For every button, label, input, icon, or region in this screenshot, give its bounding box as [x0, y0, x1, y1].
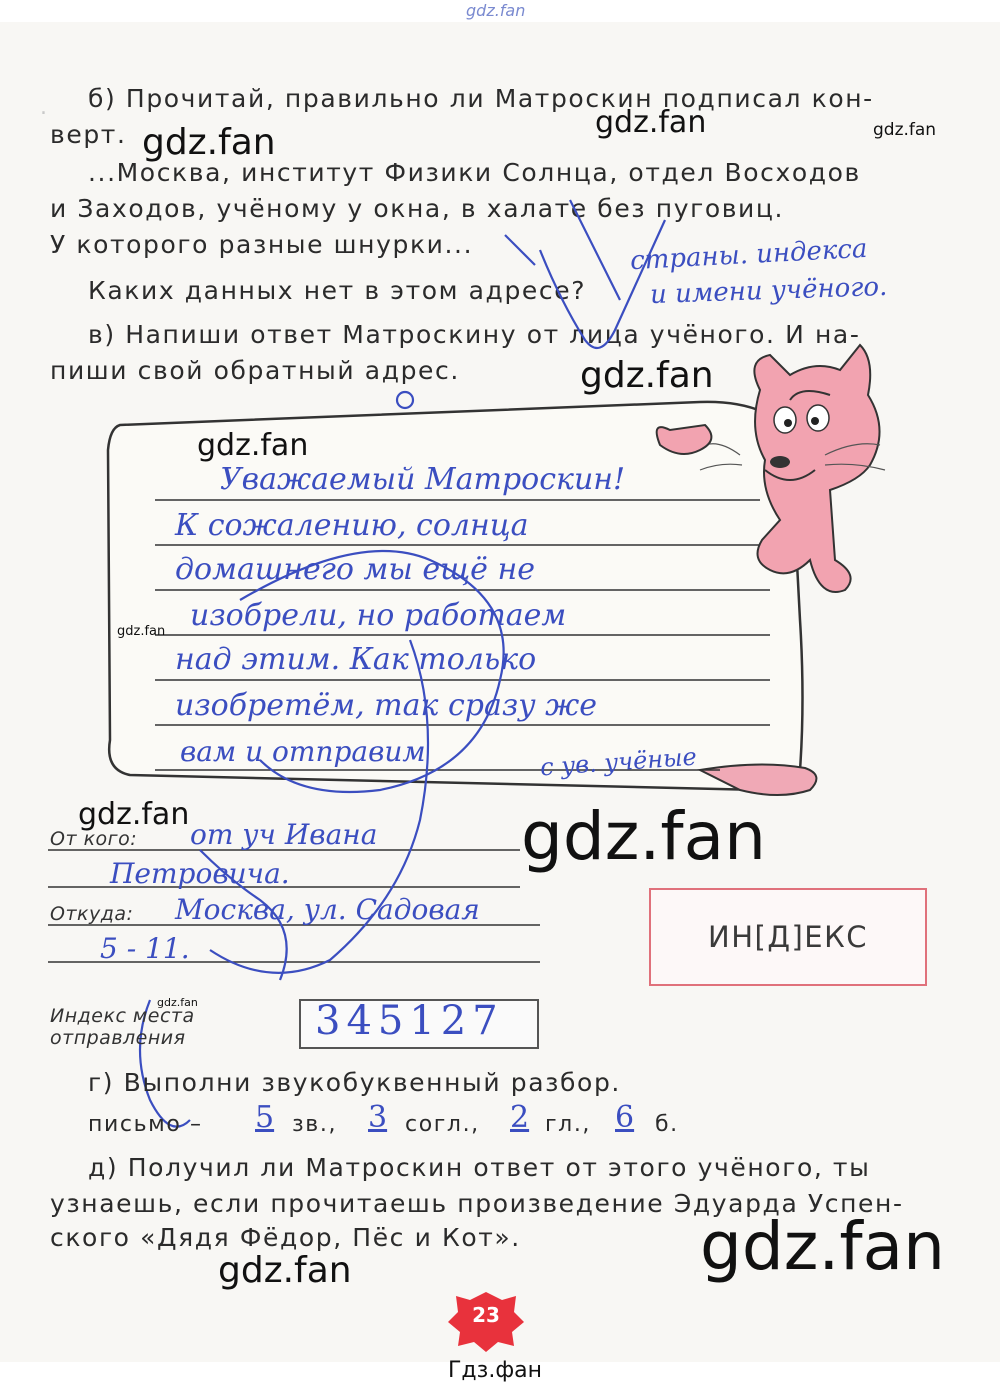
letter-line-5: над этим. Как только — [175, 642, 537, 677]
letter-line-4: изобрели, но работаем — [190, 598, 567, 633]
sounds-label: зв., — [292, 1112, 338, 1137]
index-box: ИН[Д]ЕКС — [649, 888, 927, 986]
watermark: gdz.fan — [218, 1250, 352, 1291]
pen-scribbles — [140, 200, 665, 1127]
task-g-word: письмо – — [88, 1112, 203, 1137]
watermark: gdz.fan — [78, 797, 190, 832]
cons-label: согл., — [405, 1112, 480, 1137]
task-v-line1: в) Напиши ответ Матроскину от лица учёного. И на- — [88, 320, 861, 349]
vowels-value: 2 — [510, 1100, 530, 1135]
watermark: gdz.fan — [700, 1208, 945, 1285]
task-d-line1: д) Получил ли Матроскин ответ от этого учёного, ты — [88, 1153, 871, 1182]
where-value-2: 5 - 11. — [100, 932, 190, 965]
letters-label: б. — [655, 1112, 679, 1137]
where-value: Москва, ул. Садовая — [175, 893, 480, 926]
watermark: gdz.fan — [595, 105, 707, 140]
answer-line2: и имени учёного. — [649, 271, 888, 311]
index-label-2: отправления — [50, 1027, 186, 1049]
task-d-line2: узнаешь, если прочитаешь произведение Эдуарда Успен- — [50, 1189, 904, 1218]
watermark: gdz.fan — [142, 122, 276, 163]
letter-line-7: вам и отправим — [180, 735, 426, 768]
ghost-text: . — [40, 95, 48, 120]
letters-value: 6 — [615, 1100, 635, 1135]
task-b-line2: верт. — [50, 120, 127, 149]
page-number: 23 — [472, 1303, 500, 1327]
index-label-1: Индекс места — [50, 1005, 195, 1027]
task-d-line3: ского «Дядя Фёдор, Пёс и Кот». — [50, 1223, 521, 1252]
address-line2: и Заходов, учёному у окна, в халате без пуговиц. — [50, 194, 785, 223]
watermark: gdz.fan — [197, 428, 309, 463]
sounds-value: 5 — [255, 1100, 275, 1135]
from-label: От кого: — [50, 828, 138, 850]
task-b-line1: б) Прочитай, правильно ли Матроскин подписал кон- — [88, 84, 874, 113]
letter-line-3: домашнего мы ещё не — [175, 552, 535, 587]
task-g-line: г) Выполни звукобуквенный разбор. — [88, 1068, 621, 1097]
vowels-label: гл., — [545, 1112, 592, 1137]
answer-line1: страны. индекса — [629, 233, 869, 277]
letter-signature: с ув. учёные — [539, 742, 698, 782]
watermark: gdz.fan — [580, 355, 714, 396]
watermark: gdz.fan — [117, 624, 166, 639]
address-line3: У которого разные шнурки... — [50, 230, 474, 259]
question: Каких данных нет в этом адресе? — [88, 276, 587, 305]
watermark: gdz.fan — [521, 798, 766, 875]
letter-line-2: К сожалению, солнца — [175, 508, 529, 543]
cons-value: 3 — [368, 1100, 388, 1135]
watermark-top: gdz.fan — [466, 1, 526, 20]
from-value: от уч Ивана — [190, 818, 378, 851]
task-v-line2: пиши свой обратный адрес. — [50, 356, 460, 385]
letter-line-1: Уважаемый Матроскин! — [220, 462, 626, 497]
watermark-tiny: gdz.fan — [157, 996, 198, 1009]
watermark: gdz.fan — [873, 120, 937, 140]
from-value-2: Петровича. — [110, 857, 290, 890]
footer-text: Гдз.фан — [448, 1358, 542, 1383]
index-value: 345127 — [315, 998, 504, 1044]
where-label: Откуда: — [50, 903, 134, 925]
address-line1: ...Москва, институт Физики Солнца, отдел Восходов — [88, 158, 861, 187]
letter-line-6: изобретём, так сразу же — [175, 688, 597, 723]
